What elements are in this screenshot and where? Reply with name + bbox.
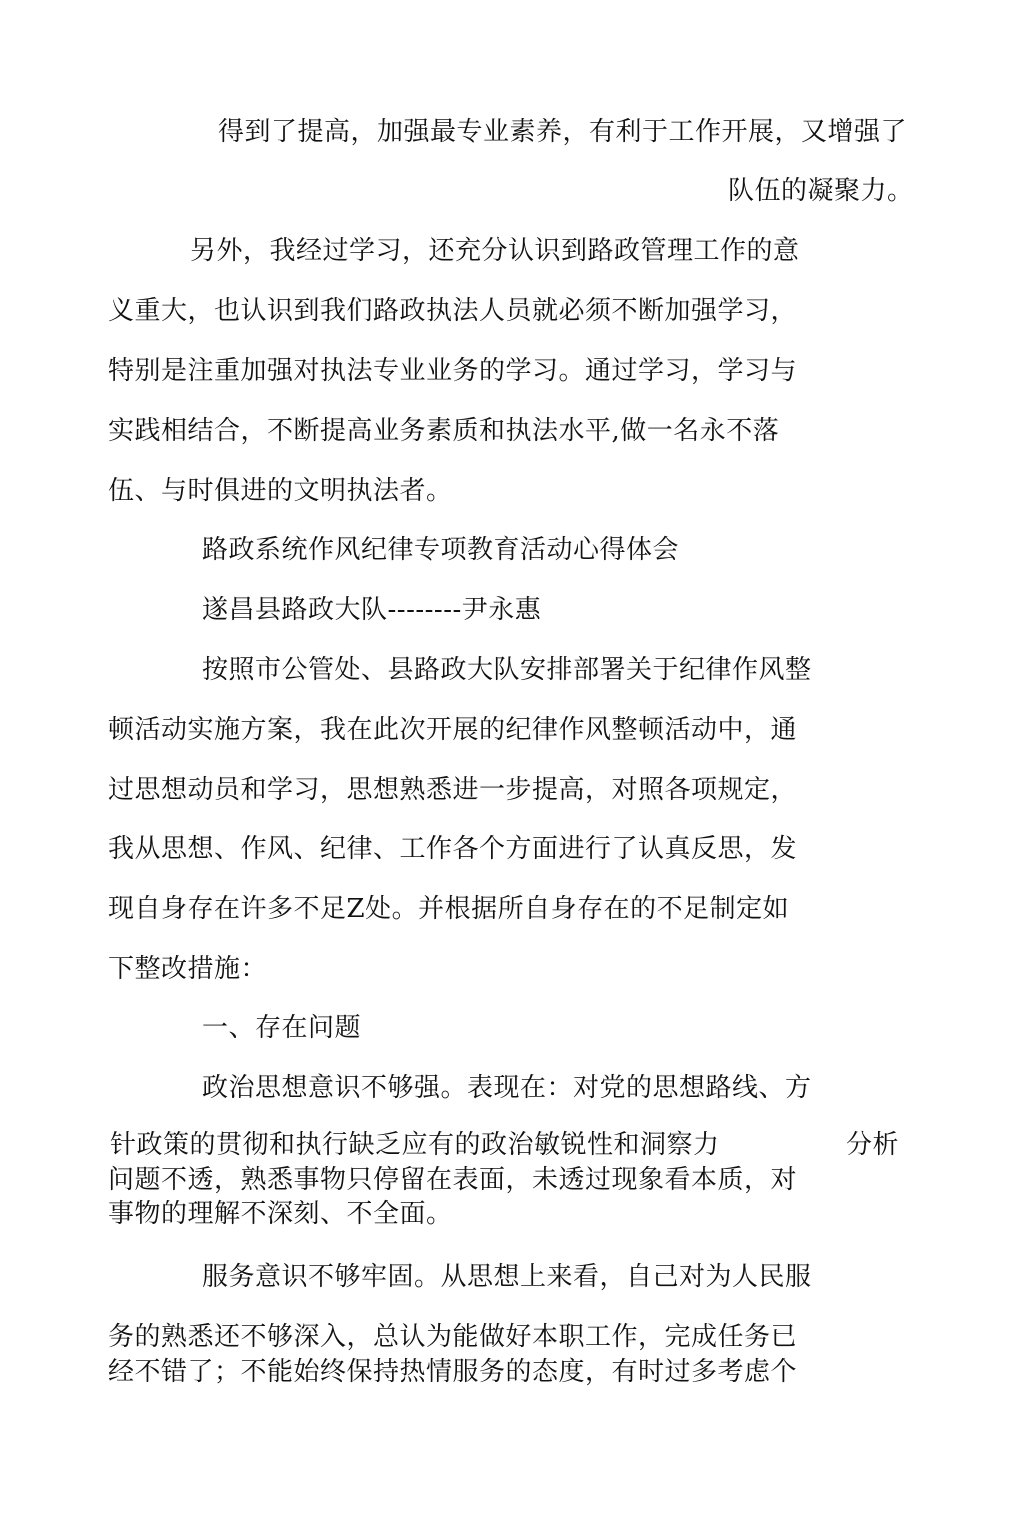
- text-line: 问题不透，熟悉事物只停留在表面，未透过现象看本质，对: [108, 1165, 798, 1195]
- text-line: 服务意识不够牢固。从思想上来看，自己对为人民服: [202, 1262, 812, 1292]
- author-line: 遂昌县路政大队--------尹永惠: [202, 595, 542, 625]
- text-line: 我从思想、作风、纪律、工作各个方面进行了认真反思，发: [108, 834, 798, 864]
- text-line: 下整改措施：: [108, 954, 268, 984]
- article-title: 路政系统作风纪律专项教育活动心得体会: [202, 535, 680, 565]
- text-line: 政治思想意识不够强。表现在：对党的思想路线、方: [202, 1073, 812, 1103]
- text-line: 过思想动员和学习，思想熟悉进一步提高，对照各项规定，: [108, 775, 798, 805]
- text-line: 特别是注重加强对执法专业业务的学习。通过学习，学习与: [108, 356, 798, 386]
- text-line: 伍、与时俱进的文明执法者。: [108, 476, 453, 506]
- text-line: 得到了提高，加强最专业素养，有利于工作开展，又增强了: [218, 117, 908, 147]
- text-line: 义重大，也认识到我们路政执法人员就必须不断加强学习，: [108, 296, 798, 326]
- text-line: 顿活动实施方案，我在此次开展的纪律作风整顿活动中，通: [108, 715, 798, 745]
- text-line: 按照市公管处、县路政大队安排部署关于纪律作风整: [202, 655, 812, 685]
- section-heading: 一、存在问题: [202, 1013, 362, 1043]
- text-line: 实践相结合，不断提高业务素质和执法水平,做一名永不落: [108, 416, 780, 446]
- text-line: 现自身存在许多不足Z处。并根据所自身存在的不足制定如: [108, 894, 790, 924]
- text-line: 务的熟悉还不够深入，总认为能做好本职工作，完成任务已: [108, 1322, 798, 1352]
- text-line: 针政策的贯彻和执行缺乏应有的政治敏锐性和洞察力: [110, 1130, 720, 1160]
- text-line: 经不错了；不能始终保持热情服务的态度，有时过多考虑个: [108, 1357, 798, 1387]
- text-line: 事物的理解不深刻、不全面。: [108, 1199, 453, 1229]
- text-line: 另外，我经过学习，还充分认识到路政管理工作的意: [190, 236, 800, 266]
- text-line: 分析: [846, 1130, 900, 1160]
- text-line: 队伍的凝聚力。: [728, 176, 914, 206]
